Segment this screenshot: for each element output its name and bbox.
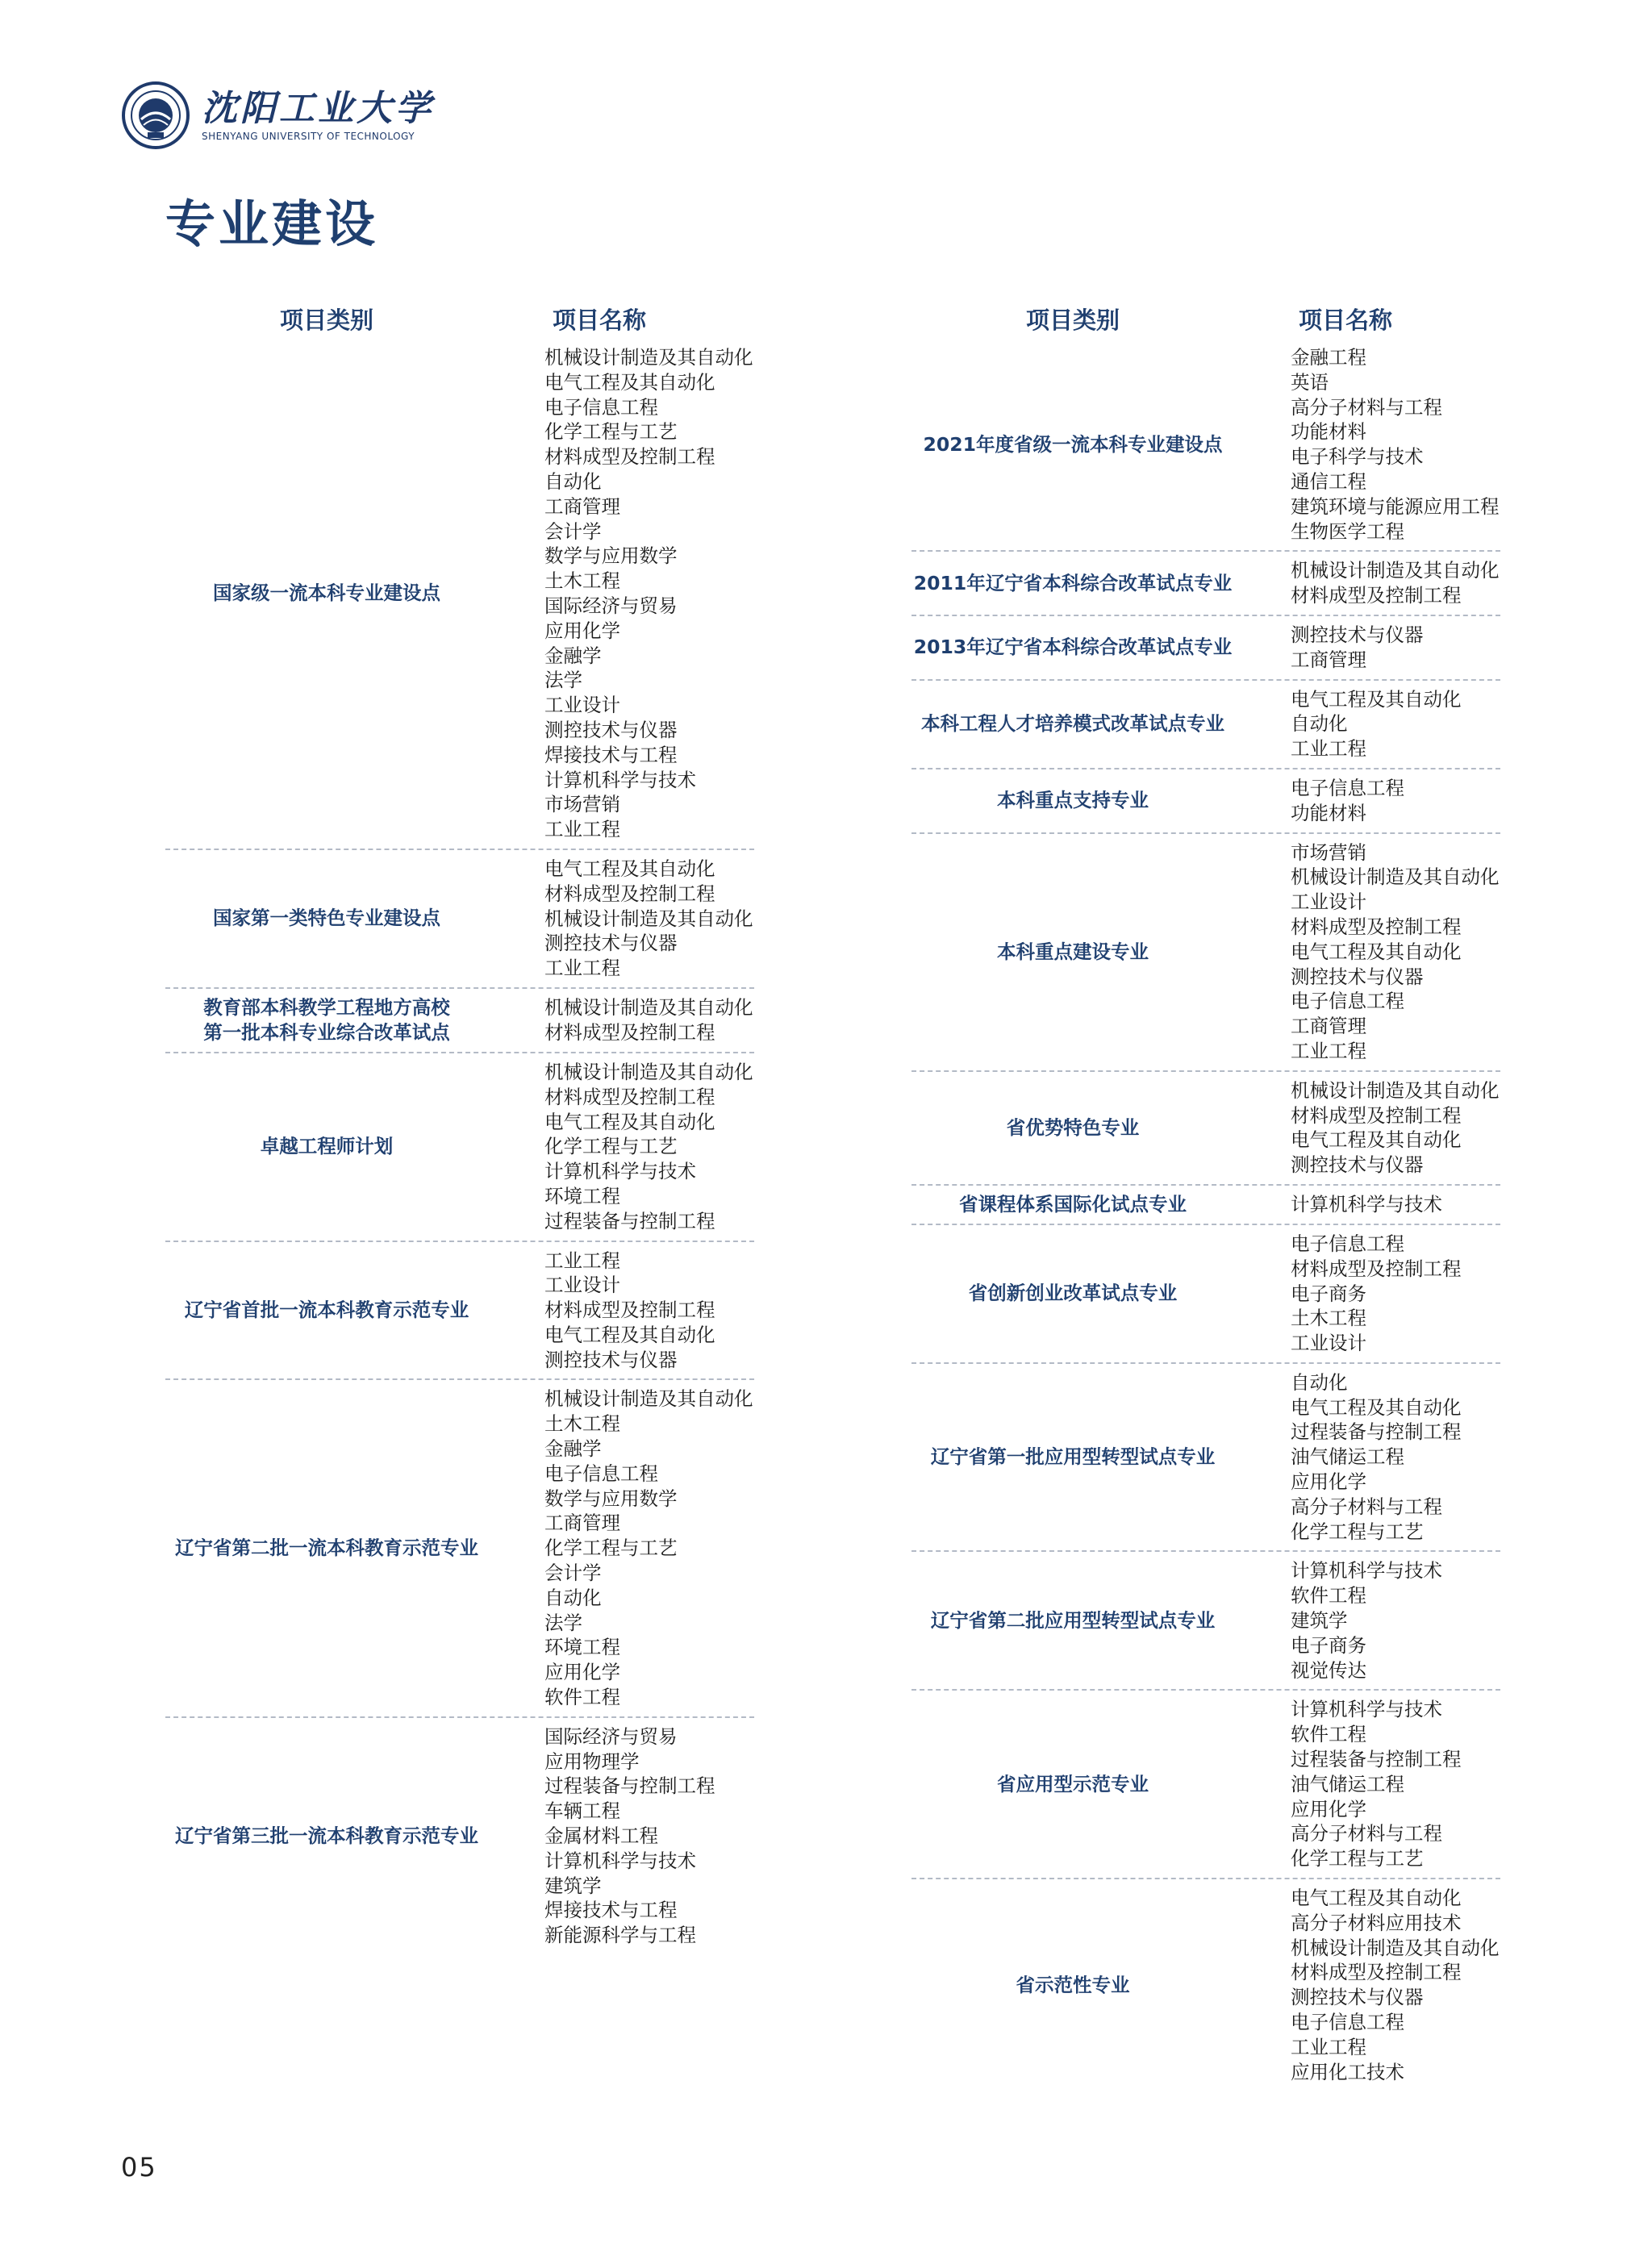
program-name: 新能源科学与工程	[544, 1924, 696, 1947]
program-name: 材料成型及控制工程	[544, 1085, 715, 1108]
program-category	[912, 1192, 1234, 1217]
program-name: 应用物理学	[544, 1749, 640, 1773]
program-name: 建筑学	[544, 1874, 602, 1897]
program-name: 计算机科学与技术	[544, 1160, 696, 1183]
program-name-list	[1234, 623, 1424, 673]
program-name-list	[488, 995, 753, 1045]
program-name: 机械设计制造及其自动化	[544, 1387, 753, 1411]
program-name: 金属材料工程	[544, 1824, 658, 1848]
program-name: 电子信息工程	[1291, 2011, 1404, 2034]
program-name: 计算机科学与技术	[544, 1849, 696, 1872]
program-group	[912, 681, 1500, 769]
program-name: 工业设计	[1291, 890, 1366, 914]
program-name: 环境工程	[544, 1636, 620, 1659]
university-brand	[202, 89, 434, 142]
program-name-list	[1234, 1886, 1500, 2084]
program-category	[912, 1973, 1234, 1998]
program-name: 电子商务	[1291, 1282, 1366, 1305]
program-name: 高分子材料与工程	[1291, 1822, 1442, 1845]
program-group	[912, 1364, 1500, 1553]
left-group-list	[165, 339, 754, 1954]
program-name: 电子信息工程	[1291, 776, 1404, 799]
program-name: 化学工程与工艺	[544, 1135, 678, 1158]
program-category-line: 省应用型示范专业	[997, 1772, 1149, 1795]
program-group	[912, 339, 1500, 552]
program-name: 油气储运工程	[1291, 1772, 1404, 1795]
program-name: 自动化	[1291, 712, 1348, 736]
program-name: 自动化	[1291, 1370, 1348, 1394]
program-group	[165, 989, 754, 1053]
program-name: 工商管理	[1291, 648, 1366, 671]
program-name: 工业设计	[1291, 1332, 1366, 1355]
program-group	[912, 1186, 1500, 1225]
left-table	[165, 298, 754, 1954]
category-column-header: 项目类别	[1025, 306, 1120, 334]
right-table-header	[912, 298, 1500, 339]
program-name: 自动化	[544, 1586, 602, 1609]
program-name: 机械设计制造及其自动化	[544, 996, 753, 1020]
program-name: 工业工程	[544, 818, 620, 841]
program-name: 过程装备与控制工程	[544, 1209, 715, 1232]
program-category-line: 省课程体系国际化试点专业	[959, 1192, 1187, 1216]
program-name: 会计学	[544, 519, 602, 543]
program-category	[912, 1445, 1234, 1470]
program-category-line: 辽宁省首批一流本科教育示范专业	[184, 1298, 469, 1321]
program-group	[912, 616, 1500, 681]
program-category-line: 省优势特色专业	[1006, 1115, 1140, 1139]
program-name: 电子信息工程	[544, 1462, 658, 1485]
program-name: 材料成型及控制工程	[544, 1299, 715, 1322]
program-name: 法学	[544, 669, 582, 692]
program-name: 化学工程与工艺	[1291, 1520, 1424, 1543]
program-name: 工商管理	[544, 494, 620, 518]
program-name: 金融学	[544, 1437, 602, 1461]
university-name: 沈阳工业大学	[202, 88, 434, 129]
program-name: 功能材料	[1291, 801, 1366, 824]
program-group	[912, 834, 1500, 1072]
program-name: 材料成型及控制工程	[544, 882, 715, 905]
program-category-line: 2021年度省级一流本科专业建设点	[923, 432, 1223, 456]
program-name: 计算机科学与技术	[1291, 1193, 1442, 1216]
program-name: 工商管理	[1291, 1015, 1366, 1038]
program-name: 电子信息工程	[544, 395, 658, 419]
program-name: 功能材料	[1291, 420, 1366, 444]
page-number: 05	[121, 2152, 157, 2183]
program-category	[912, 432, 1234, 457]
program-name: 国际经济与贸易	[544, 1724, 678, 1748]
program-category	[165, 1134, 488, 1159]
program-name: 高分子材料应用技术	[1291, 1911, 1462, 1934]
university-header	[121, 81, 540, 153]
program-name-list	[1234, 558, 1500, 608]
program-category-line: 本科工程人才培养模式改革试点专业	[921, 712, 1224, 736]
program-name: 通信工程	[1291, 469, 1366, 493]
program-category-line: 本科重点建设专业	[997, 940, 1149, 963]
program-name: 土木工程	[544, 1412, 620, 1436]
program-name: 建筑学	[1291, 1609, 1348, 1633]
program-group	[165, 339, 754, 850]
program-name: 机械设计制造及其自动化	[1291, 1936, 1500, 1959]
program-name: 测控技术与仪器	[1291, 1986, 1424, 2009]
program-name: 法学	[544, 1611, 582, 1634]
program-name-list	[1234, 1558, 1442, 1683]
program-category	[912, 571, 1234, 596]
program-category-line: 本科重点支持专业	[997, 789, 1149, 812]
program-name: 电气工程及其自动化	[544, 857, 715, 880]
program-name: 土木工程	[1291, 1307, 1366, 1330]
program-name: 机械设计制造及其自动化	[544, 907, 753, 930]
program-category-line: 第一批本科专业综合改革试点	[203, 1020, 450, 1044]
program-name: 测控技术与仪器	[1291, 1153, 1424, 1177]
program-name-list	[488, 1724, 715, 1948]
program-name: 自动化	[544, 469, 602, 493]
program-name-list	[1234, 1192, 1442, 1217]
program-category-line: 国家级一流本科专业建设点	[213, 582, 440, 605]
program-name: 机械设计制造及其自动化	[544, 346, 753, 369]
program-name: 电气工程及其自动化	[1291, 687, 1462, 711]
left-table-header	[165, 298, 754, 339]
program-name: 环境工程	[544, 1184, 620, 1207]
program-name: 软件工程	[1291, 1723, 1366, 1746]
program-name-list	[488, 1249, 715, 1373]
program-name-list	[488, 857, 753, 981]
program-name: 高分子材料与工程	[1291, 395, 1442, 419]
program-category	[912, 1772, 1234, 1797]
program-group	[165, 850, 754, 989]
program-name: 车辆工程	[544, 1799, 620, 1823]
program-group	[165, 1053, 754, 1242]
program-group	[912, 1879, 1500, 2091]
program-name: 工业设计	[544, 694, 620, 717]
program-group	[165, 1242, 754, 1381]
program-name: 金融学	[544, 644, 602, 667]
program-category	[912, 940, 1234, 965]
program-name: 材料成型及控制工程	[1291, 1103, 1462, 1127]
program-name: 测控技术与仪器	[544, 932, 678, 955]
program-name: 工商管理	[544, 1512, 620, 1535]
program-category	[165, 1298, 488, 1323]
program-group	[165, 1718, 754, 1954]
program-name-list	[1234, 776, 1404, 826]
program-category	[912, 635, 1234, 660]
program-name: 高分子材料与工程	[1291, 1495, 1442, 1518]
program-category	[165, 995, 488, 1045]
program-category-line: 辽宁省第三批一流本科教育示范专业	[175, 1824, 478, 1847]
program-name: 应用化学	[544, 1661, 620, 1684]
program-name: 计算机科学与技术	[1291, 1559, 1442, 1583]
program-name: 过程装备与控制工程	[1291, 1420, 1462, 1444]
program-name: 材料成型及控制工程	[1291, 1961, 1462, 1984]
program-name: 工业工程	[544, 1249, 620, 1272]
program-category	[912, 711, 1234, 736]
category-column-header: 项目类别	[279, 306, 373, 334]
name-column-header: 项目名称	[553, 306, 647, 334]
program-name: 焊接技术与工程	[544, 1899, 678, 1922]
program-group	[912, 552, 1500, 616]
program-group	[912, 1072, 1500, 1186]
program-name: 工业工程	[1291, 2035, 1366, 2058]
program-category-line: 辽宁省第二批应用型转型试点专业	[930, 1608, 1216, 1632]
program-category-line: 辽宁省第二批一流本科教育示范专业	[175, 1537, 478, 1560]
program-category-line: 2013年辽宁省本科综合改革试点专业	[913, 636, 1233, 659]
program-name: 计算机科学与技术	[544, 768, 696, 791]
right-table	[912, 298, 1500, 2091]
program-name: 会计学	[544, 1562, 602, 1585]
program-name: 测控技术与仪器	[1291, 623, 1424, 646]
program-name: 油气储运工程	[1291, 1445, 1404, 1469]
program-name: 过程装备与控制工程	[544, 1774, 715, 1798]
program-category-line: 省示范性专业	[1016, 1973, 1130, 1996]
program-name: 材料成型及控制工程	[1291, 1257, 1462, 1280]
program-name: 数学与应用数学	[544, 1487, 678, 1510]
program-name: 电气工程及其自动化	[1291, 1887, 1462, 1910]
program-name: 应用化学	[1291, 1797, 1366, 1820]
program-category	[912, 1608, 1234, 1633]
program-category-line: 辽宁省第一批应用型转型试点专业	[930, 1445, 1216, 1469]
program-name: 市场营销	[1291, 840, 1366, 864]
program-category-line: 教育部本科教学工程地方高校	[203, 995, 450, 1019]
program-group	[165, 1380, 754, 1717]
program-name: 电子商务	[1291, 1633, 1366, 1657]
program-name: 测控技术与仪器	[544, 1348, 678, 1371]
program-category-line: 2011年辽宁省本科综合改革试点专业	[913, 571, 1233, 594]
program-name: 机械设计制造及其自动化	[1291, 865, 1500, 889]
program-category-line: 国家第一类特色专业建设点	[213, 907, 440, 930]
program-name: 应用化工技术	[1291, 2060, 1404, 2083]
program-group	[912, 1691, 1500, 1879]
program-name: 电气工程及其自动化	[544, 1323, 715, 1346]
program-name: 英语	[1291, 370, 1329, 394]
program-name: 机械设计制造及其自动化	[1291, 1078, 1500, 1102]
program-category	[912, 788, 1234, 813]
program-name: 金融工程	[1291, 346, 1366, 369]
program-name: 市场营销	[544, 793, 620, 816]
program-name-list	[488, 1387, 753, 1709]
program-category	[165, 1536, 488, 1561]
university-seal-icon	[121, 81, 190, 150]
program-name: 生物医学工程	[1291, 519, 1404, 543]
program-group	[912, 1552, 1500, 1691]
program-name: 电气工程及其自动化	[1291, 1128, 1462, 1152]
program-name-list	[488, 1060, 753, 1234]
program-category-line: 卓越工程师计划	[260, 1135, 394, 1158]
program-name: 材料成型及控制工程	[544, 445, 715, 469]
program-name: 电气工程及其自动化	[544, 370, 715, 394]
program-name: 化学工程与工艺	[1291, 1847, 1424, 1870]
program-name: 电气工程及其自动化	[544, 1110, 715, 1133]
program-name-list	[1234, 1697, 1462, 1871]
program-name: 电子科学与技术	[1291, 445, 1424, 469]
program-category	[165, 906, 488, 931]
program-name: 工业工程	[1291, 1039, 1366, 1062]
program-category	[912, 1281, 1234, 1306]
program-name-list	[1234, 345, 1500, 544]
program-name: 土木工程	[544, 569, 620, 593]
program-name: 电子信息工程	[1291, 1232, 1404, 1255]
program-name: 计算机科学与技术	[1291, 1698, 1442, 1721]
program-category-line: 省创新创业改革试点专业	[968, 1282, 1178, 1305]
program-name: 材料成型及控制工程	[1291, 584, 1462, 607]
program-name: 软件工程	[544, 1686, 620, 1709]
program-category	[165, 581, 488, 606]
university-english-name: SHENYANG UNIVERSITY OF TECHNOLOGY	[202, 131, 415, 142]
program-name: 材料成型及控制工程	[1291, 915, 1462, 938]
program-name-list	[1234, 1370, 1462, 1545]
program-name: 电气工程及其自动化	[1291, 940, 1462, 963]
program-name-list	[1234, 687, 1462, 761]
program-name: 测控技术与仪器	[1291, 965, 1424, 988]
program-name-list	[1234, 840, 1500, 1064]
program-name: 工业工程	[1291, 737, 1366, 761]
program-category	[912, 1115, 1234, 1141]
program-name: 机械设计制造及其自动化	[544, 1060, 753, 1083]
program-name: 材料成型及控制工程	[544, 1020, 715, 1044]
program-name: 化学工程与工艺	[544, 420, 678, 444]
program-name-list	[1234, 1078, 1500, 1178]
program-name: 应用化学	[1291, 1470, 1366, 1494]
program-name: 数学与应用数学	[544, 544, 678, 568]
program-name: 测控技术与仪器	[544, 718, 678, 741]
program-name-list	[1234, 1232, 1462, 1356]
program-name: 国际经济与贸易	[544, 594, 678, 617]
program-name: 化学工程与工艺	[544, 1537, 678, 1560]
program-name: 工业设计	[544, 1274, 620, 1297]
page-title: 专业建设	[165, 194, 379, 253]
program-name: 视觉传达	[1291, 1658, 1366, 1682]
program-name: 应用化学	[544, 619, 620, 642]
program-name: 电子信息工程	[1291, 990, 1404, 1013]
program-name: 焊接技术与工程	[544, 743, 678, 766]
program-name: 机械设计制造及其自动化	[1291, 559, 1500, 582]
program-name: 建筑环境与能源应用工程	[1291, 494, 1500, 518]
right-group-list	[912, 339, 1500, 2091]
program-group	[912, 769, 1500, 834]
name-column-header: 项目名称	[1299, 306, 1393, 334]
program-name-list	[488, 345, 753, 842]
program-name: 软件工程	[1291, 1584, 1366, 1608]
program-category	[165, 1824, 488, 1849]
program-group	[912, 1225, 1500, 1364]
program-name: 电气工程及其自动化	[1291, 1395, 1462, 1419]
program-name: 过程装备与控制工程	[1291, 1748, 1462, 1771]
program-name: 工业工程	[544, 957, 620, 980]
